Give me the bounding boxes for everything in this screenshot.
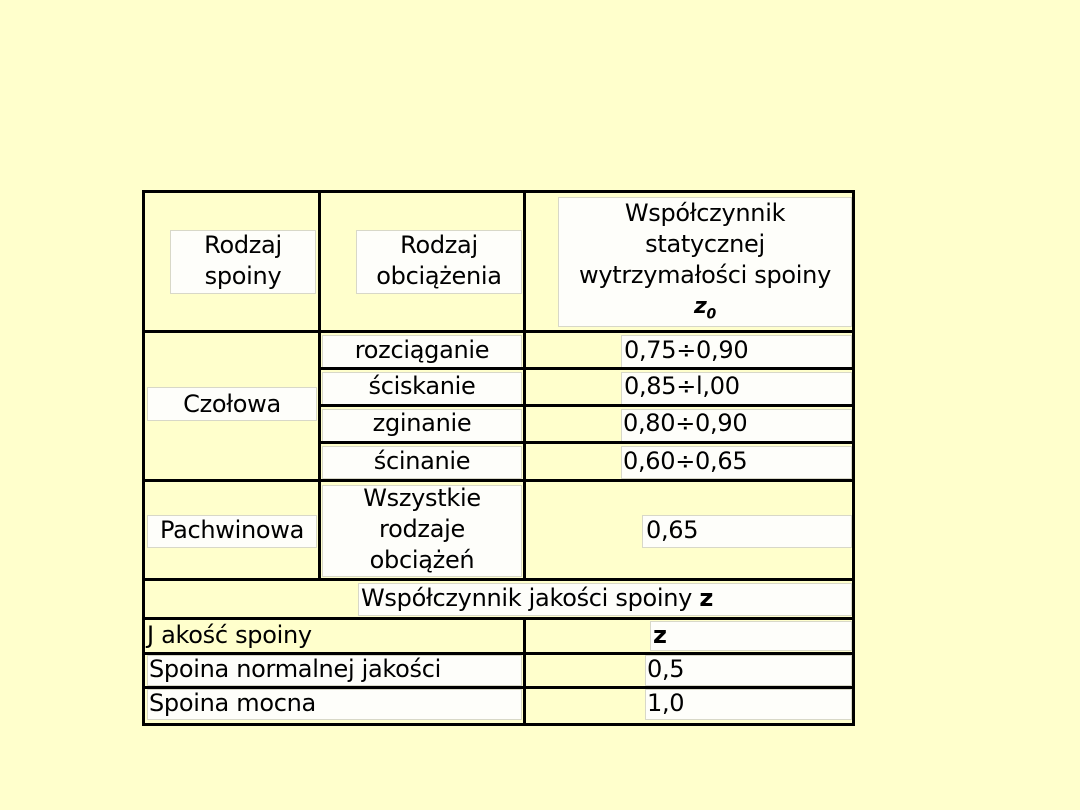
header-wspolczynnik-line-1: Współczynnik — [624, 199, 786, 227]
quality-header-label: J akość spoiny — [147, 621, 312, 649]
border-right — [852, 190, 855, 726]
header-rodzaj-spoiny-line-1: Rodzaj — [204, 231, 282, 259]
pachwinowa-label: Pachwinowa — [159, 516, 305, 544]
line-header-bottom — [142, 330, 855, 333]
header-z0-subscript: 0 — [706, 306, 716, 323]
line-col2-lower — [523, 617, 526, 726]
header-rodzaj-obciazenia-line-1: Rodzaj — [400, 231, 478, 259]
header-z0-letter: z — [694, 294, 707, 319]
quality-row1-label: Spoina normalnej jakości — [149, 655, 442, 683]
quality-title-text: Współczynnik jakości spoiny — [361, 584, 700, 612]
pachwinowa-value: 0,65 — [646, 516, 699, 544]
border-left — [142, 190, 145, 726]
quality-title-symbol: z — [699, 584, 714, 612]
header-rodzaj-obciazenia — [356, 230, 522, 292]
load-scinanie: ścinanie — [373, 447, 471, 475]
line-row1 — [319, 367, 855, 370]
header-wspolczynnik-line-3: wytrzymałości spoiny — [578, 261, 831, 289]
line-pachwinowa-bottom — [142, 578, 855, 581]
line-row3 — [319, 441, 855, 444]
weld-coefficient-table — [142, 190, 855, 726]
pachwinowa-load-line-2: rodzaje — [379, 515, 465, 543]
pachwinowa-load — [322, 483, 522, 576]
header-wspolczynnik-line-2: statycznej — [645, 230, 765, 258]
quality-row2-value: 1,0 — [647, 689, 685, 717]
load-zginanie: zginanie — [372, 409, 472, 437]
value-scinanie: 0,60÷0,65 — [623, 447, 748, 475]
quality-symbol-box — [650, 621, 852, 651]
line-row2 — [319, 404, 855, 407]
quality-title — [361, 583, 713, 614]
border-top — [142, 190, 855, 193]
header-wspolczynnik — [558, 198, 852, 330]
line-czolowa-bottom — [142, 479, 855, 482]
load-rozciaganie: rozciąganie — [354, 336, 490, 364]
quality-row1-value: 0,5 — [647, 655, 685, 683]
pachwinowa-load-line-1: Wszystkie — [363, 484, 481, 512]
value-rozciaganie: 0,75÷0,90 — [624, 336, 749, 364]
border-bottom — [142, 723, 855, 726]
pachwinowa-load-line-3: obciążeń — [369, 546, 475, 574]
header-rodzaj-spoiny-line-2: spoiny — [204, 262, 282, 290]
line-col2-upper — [523, 190, 526, 580]
line-col1 — [318, 190, 321, 580]
value-zginanie: 0,80÷0,90 — [623, 409, 748, 437]
czolowa-label: Czołowa — [183, 390, 281, 418]
header-rodzaj-obciazenia-line-2: obciążenia — [376, 262, 502, 290]
load-sciskanie: ściskanie — [368, 372, 476, 400]
quality-header-symbol: z — [653, 621, 667, 649]
header-rodzaj-spoiny — [170, 230, 316, 292]
value-sciskanie: 0,85÷l,00 — [624, 372, 740, 400]
quality-row2-label: Spoina mocna — [149, 689, 316, 717]
header-z0-symbol — [558, 291, 852, 330]
